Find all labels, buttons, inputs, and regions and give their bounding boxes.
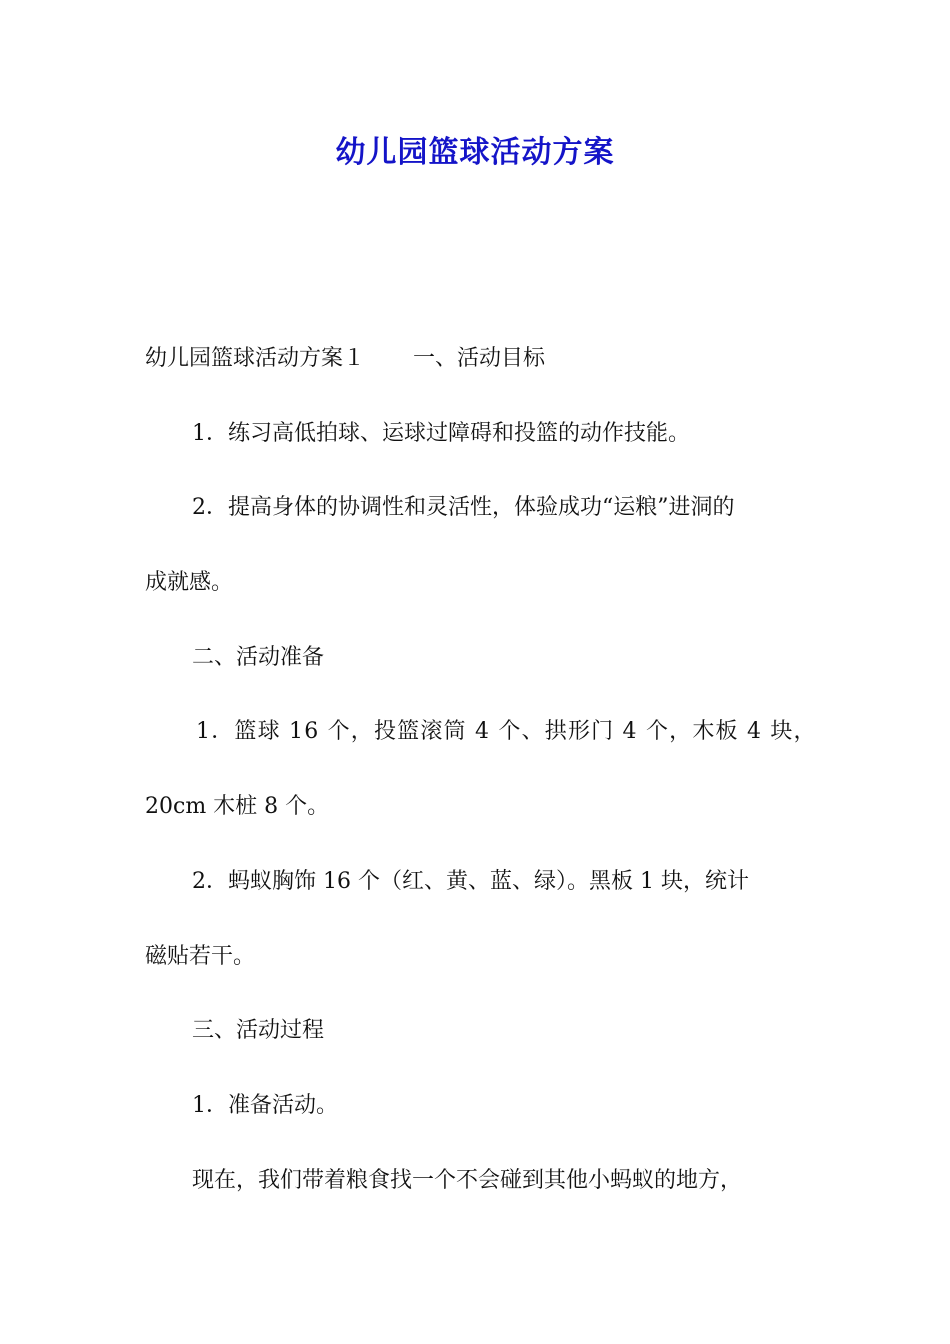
paragraph-line: 现在，我们带着粮食找一个不会碰到其他小蚂蚁的地方，	[192, 1168, 743, 1193]
section-heading-process: 三、活动过程	[192, 1018, 325, 1043]
plan-heading-line	[145, 343, 545, 375]
plan-heading: 幼儿园篮球活动方案１	[145, 346, 366, 371]
paragraph-line: 1．准备活动。	[192, 1093, 338, 1118]
section-heading-preparation: 二、活动准备	[192, 645, 325, 670]
paragraph-line: 2．蚂蚁胸饰 16 个（红、黄、蓝、绿）。黑板 1 块，统计	[192, 869, 749, 894]
paragraph-line: 2．提高身体的协调性和灵活性，体验成功“运粮”进洞的	[192, 495, 735, 520]
paragraph-line: 20cm 木桩 8 个。	[145, 794, 330, 819]
document-title: 幼儿园篮球活动方案	[335, 135, 615, 170]
paragraph-line: 成就感。	[145, 570, 234, 595]
paragraph-line: 1．练习高低拍球、运球过障碍和投篮的动作技能。	[192, 421, 690, 446]
paragraph-line: 磁贴若干。	[145, 944, 256, 969]
section-heading-goals: 一、活动目标	[413, 346, 546, 371]
paragraph-line: 1．篮球 16 个，投篮滚筒 4 个、拱形门 4 个，木板 4 块，	[196, 719, 817, 744]
